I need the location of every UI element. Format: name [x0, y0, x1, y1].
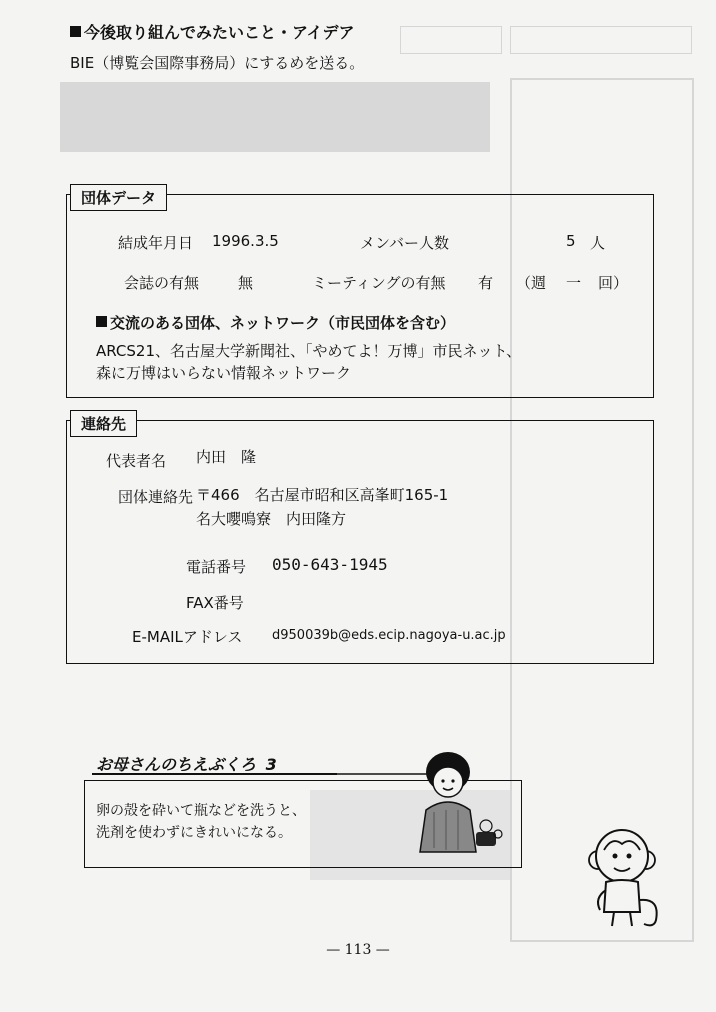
founded-label: 結成年月日	[118, 234, 194, 252]
email-label: E-MAILアドレス	[132, 628, 243, 646]
address-line1: 〒466 名古屋市昭和区高峯町165-1	[196, 486, 449, 504]
monkey-mascot-icon	[584, 820, 668, 930]
network-line1: ARCS21、名古屋大学新聞社、「やめてよ！万博」市民ネット、	[96, 342, 522, 360]
phone-value: 050-643-1945	[272, 555, 388, 574]
members-unit: 人	[590, 234, 606, 252]
bulletin-label: 会誌の有無	[124, 274, 200, 292]
email-value: d950039b@eds.ecip.nagoya-u.ac.jp	[272, 628, 506, 643]
phone-label: 電話番号	[186, 558, 247, 576]
address-label: 団体連絡先	[118, 488, 194, 506]
meeting-label: ミーティングの有無	[312, 274, 446, 292]
ideas-text: BIE（博覧会国際事務局）にするめを送る。	[70, 54, 365, 72]
bulletin-value: 無	[238, 274, 254, 292]
tips-line1: 卵の殻を砕いて瓶などを洗うと、	[96, 803, 306, 819]
rep-value: 内田 隆	[196, 448, 257, 466]
tips-title: お母さんのちえぶくろ 3	[96, 755, 277, 774]
members-value: 5	[566, 232, 576, 250]
rep-label: 代表者名	[106, 452, 167, 470]
mother-illustration-icon	[400, 748, 512, 860]
contact-tag: 連絡先	[70, 410, 137, 437]
network-line2: 森に万博はいらない情報ネットワーク	[96, 364, 352, 382]
group-data-tag: 団体データ	[70, 184, 167, 211]
members-label: メンバー人数	[360, 234, 449, 252]
square-bullet-icon	[96, 316, 107, 327]
address-line2: 名大嚶鳴寮 内田隆方	[196, 510, 347, 528]
meeting-freq-close: 回）	[598, 274, 629, 292]
fax-label: FAX番号	[186, 594, 244, 612]
network-heading: 交流のある団体、ネットワーク（市民団体を含む）	[96, 312, 455, 333]
founded-value: 1996.3.5	[212, 232, 279, 250]
tips-number: 3	[265, 755, 277, 774]
meeting-freq-open: （週	[516, 274, 547, 292]
meeting-freq-dash: 一	[566, 274, 582, 292]
tips-line2: 洗剤を使わずにきれいになる。	[96, 825, 292, 841]
page-number: — 113 —	[326, 942, 390, 958]
meeting-value: 有	[478, 274, 494, 292]
square-bullet-icon	[70, 26, 81, 37]
ideas-heading: 今後取り組んでみたいこと・アイデア	[70, 20, 355, 43]
